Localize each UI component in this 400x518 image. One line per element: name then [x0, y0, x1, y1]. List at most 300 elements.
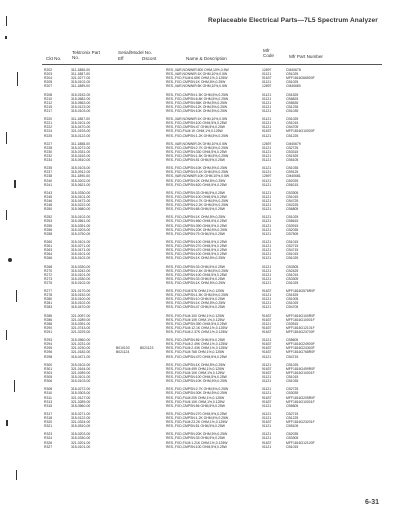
- mfr-code: 91637: [262, 370, 272, 375]
- circuit-number: R268: [44, 264, 53, 269]
- part-description: RES.,FXD,CMPSN:51 OHM,5%,0.25W: [166, 424, 225, 429]
- mfr-code: 91637: [262, 420, 272, 425]
- part-description: RES.,FXD,CMPSN:1K OHM,5%,0.25W: [166, 256, 226, 261]
- mfr-code: 01121: [262, 338, 272, 343]
- part-description: RES.,FXD,CMPSN:100 OHM,5%,0.25W: [166, 272, 227, 277]
- mfr-part-number: CB3315: [286, 149, 299, 154]
- mfr-part-number: MFF1816G24300F: [286, 346, 315, 351]
- circuit-number: R313: [44, 399, 53, 404]
- mfr-code: 01121: [262, 199, 272, 203]
- mfr-code: 01121: [262, 207, 272, 212]
- tektronix-part-number: 315-0101-00: [71, 239, 91, 244]
- margin-mark: [16, 470, 17, 480]
- tektronix-part-number: 315-0152-00: [71, 153, 91, 158]
- circuit-number: R320: [44, 420, 53, 425]
- mfr-part-number: CB3035: [286, 391, 299, 396]
- tektronix-part-number: 311-1889-00: [71, 84, 90, 89]
- part-description: RES.,FXD,FILM:10K OHM,1%,0.125W: [166, 370, 225, 375]
- tektronix-part-number: 315-0103-00: [71, 379, 91, 384]
- tektronix-part-number: 315-0101-00: [71, 121, 91, 126]
- tektronix-part-number: 321-0289-00: [71, 370, 91, 375]
- mfr-code: 91637: [262, 350, 272, 355]
- serial-dscont: B021123: [140, 346, 154, 351]
- mfr-part-number: CB1025: [286, 215, 299, 220]
- mfr-part-number: CB1525: [286, 293, 299, 298]
- mfr-code: 01121: [262, 227, 272, 232]
- parts-table: [0, 68, 400, 449]
- circuit-number: R217: [44, 108, 53, 113]
- tektronix-part-number: 315-0102-00: [71, 362, 91, 367]
- mfr-code: 01121: [262, 415, 272, 420]
- mfr-code: 01121: [262, 170, 272, 175]
- mfr-code: 01121: [262, 293, 272, 298]
- circuit-number: R252: [44, 215, 53, 220]
- mfr-part-number: CB6805: [286, 207, 299, 212]
- mfr-part-number: CB1525: [286, 92, 299, 97]
- mfr-code: 91637: [262, 366, 272, 371]
- part-description: RES.,FXD,CMPSN:10K OHM,5%,0.25W: [166, 166, 228, 171]
- circuit-number: R296: [44, 350, 53, 355]
- circuit-number: R204: [44, 76, 53, 81]
- tektronix-part-number: 315-0242-00: [71, 268, 91, 273]
- mfr-part-number: CB3915: [286, 321, 299, 326]
- part-description: RES.,FXD,CMPSN:1K OHM,5%,0.25W: [166, 215, 226, 220]
- circuit-number: R321: [44, 424, 53, 429]
- mfr-code: 01121: [262, 256, 272, 261]
- mfr-code: 01121: [262, 252, 272, 257]
- mfr-code: 91637: [262, 129, 272, 134]
- tektronix-part-number: 315-0122-00: [71, 133, 91, 138]
- circuit-number: R221: [44, 121, 53, 126]
- mfr-code: 01121: [262, 272, 272, 277]
- mfr-code: 01121: [262, 158, 272, 163]
- mfr-part-number: CB1025: [286, 301, 299, 306]
- circuit-number: R278: [44, 293, 53, 298]
- mfr-code: 01121: [262, 125, 272, 130]
- circuit-number: R237: [44, 170, 53, 175]
- mfr-code: 01121: [262, 149, 272, 154]
- mfr-code: 01121: [262, 297, 272, 302]
- part-description: RES.,VAR,NONWIR:1K OHM,10%,0.5W: [166, 72, 228, 77]
- tektronix-part-number: 321-0193-00: [71, 129, 91, 134]
- mfr-code: 01121: [262, 432, 272, 437]
- mfr-code: 01121: [262, 96, 272, 101]
- serial-eff: B010100: [116, 346, 130, 351]
- mfr-code: 91637: [262, 346, 272, 351]
- part-description: RES.,FXD,CMPSN:2.7K OHM,5%,0.25W: [166, 145, 229, 150]
- tektronix-part-number: 311-1887-00: [71, 72, 90, 77]
- mfr-code: 01121: [262, 72, 272, 77]
- part-description: RES.,FXD,CMPSN:1.2K OHM,5%,0.25W: [166, 415, 229, 420]
- mfr-part-number: CB5105: [286, 158, 299, 163]
- circuit-number: R258: [44, 231, 53, 236]
- circuit-number: R225: [44, 133, 53, 138]
- mfr-part-number: CB1025: [286, 256, 299, 261]
- part-description: RES.,VAR,NONWIR:1K OHM,10%,0.5W: [166, 117, 228, 122]
- part-description: RES.,FXD,CMPSN:9.1K OHM,5%,0.25W: [166, 170, 229, 175]
- mfr-part-number: CB5105: [286, 424, 299, 429]
- tektronix-part-number: 315-0330-00: [71, 276, 91, 281]
- part-description: RES.,FXD,CMPSN:390 OHM,5%,0.25W: [166, 223, 227, 228]
- circuit-number: R224: [44, 129, 53, 134]
- mfr-part-number: CB1025: [286, 117, 299, 122]
- circuit-number: R263: [44, 248, 53, 253]
- mfr-part-number: CB1035: [286, 166, 299, 171]
- part-description: RES.,FXD,CMPSN:33 OHM,5%,0.25W: [166, 190, 225, 195]
- mfr-part-number: MFF1816G12100F: [286, 440, 315, 445]
- part-description: RES.,FXD,CMPSN:1K OHM,5%,0.25W: [166, 280, 226, 285]
- mfr-part-number: CB4705: [286, 125, 299, 130]
- mfr-part-number: CB1025: [286, 280, 299, 285]
- circuit-number: R311: [44, 395, 52, 400]
- mfr-code: 01121: [262, 305, 272, 310]
- part-description: RES.,FXD,FILM:499 OHM,1%,0.125W: [166, 366, 225, 371]
- mfr-code: 01121: [262, 411, 272, 416]
- part-description: RES.,FXD,CMPSN:6.8K OHM,5%,0.25W: [166, 96, 229, 101]
- mfr-part-number: MFF1816G12101F: [286, 325, 315, 330]
- mfr-part-number: CB2725: [286, 387, 299, 392]
- mfr-code: 01121: [262, 403, 272, 408]
- mfr-code: 01121: [262, 268, 272, 273]
- part-description: RES.,FXD,CMPSN:33 OHM,5%,0.25W: [166, 276, 225, 281]
- tektronix-part-number: 315-0561-00: [71, 219, 91, 224]
- mfr-code: 01121: [262, 178, 272, 183]
- tektronix-part-number: 315-0202-00: [71, 178, 91, 183]
- margin-mark: [16, 290, 17, 302]
- tektronix-part-number: 315-0330-00: [71, 436, 91, 441]
- mfr-code: 01121: [262, 387, 272, 392]
- margin-mark: [6, 132, 7, 144]
- mfr-code: 91637: [262, 313, 272, 318]
- margin-mark: [17, 72, 18, 86]
- mfr-part-number: CB1015: [286, 272, 299, 277]
- part-description: RES.,FXD,FILM:12.1K OHM,1%,0.125W: [166, 325, 228, 330]
- mfr-part-number: CB3305: [286, 276, 299, 281]
- circuit-number: R234: [44, 158, 53, 163]
- circuit-number: R232: [44, 153, 53, 158]
- mfr-code: 01121: [262, 80, 272, 85]
- margin-mark: [14, 380, 15, 392]
- circuit-number: R290: [44, 325, 53, 330]
- mfr-part-number: CB5605: [286, 338, 299, 343]
- mfr-code: 01121: [262, 194, 272, 199]
- mfr-code: 01121: [262, 280, 272, 285]
- part-description: RES.,FXD,CMPSN:10 OHM,5%,0.25W: [166, 297, 225, 302]
- circuit-number: R243: [44, 190, 53, 195]
- mfr-part-number: CB3305: [286, 264, 299, 269]
- circuit-number: R208: [44, 92, 53, 97]
- mfr-part-number: CB1015: [286, 444, 299, 449]
- circuit-number: R272: [44, 272, 53, 277]
- circuit-number: R317: [44, 411, 53, 416]
- mfr-part-number: CB2715: [286, 411, 299, 416]
- circuit-number: R227: [44, 141, 53, 146]
- tektronix-part-number: 315-0391-00: [71, 321, 91, 326]
- mfr-code: 01121: [262, 92, 272, 97]
- circuit-number: R275: [44, 280, 53, 285]
- mfr-code: 91637: [262, 342, 272, 347]
- part-description: RES.,FXD,CMPSN:2.4K OHM,5%,0.25W: [166, 268, 229, 273]
- circuit-number: R266: [44, 256, 53, 261]
- mfr-code: 91637: [262, 317, 272, 322]
- part-description: RES.,FXD,FILM:1.21K OHM,1%,0.125W: [166, 440, 228, 445]
- part-description: RES.,FXD,CMPSN:270 OHM,5%,0.25W: [166, 244, 227, 249]
- tektronix-part-number: 315-0272-00: [71, 145, 91, 150]
- tektronix-part-number: 311-1887-00: [71, 117, 90, 122]
- tektronix-part-number: 311-1886-00: [71, 68, 90, 72]
- tektronix-part-number: 315-0101-00: [71, 252, 91, 257]
- mfr-code: 01121: [262, 375, 272, 380]
- mfr-part-number: CB1015: [286, 239, 299, 244]
- tektronix-part-number: 315-0101-00: [71, 194, 91, 199]
- tektronix-part-number: 321-0097-00: [71, 313, 91, 318]
- part-description: RES.,FXD,CMPSN:4.7K OHM,5%,0.25W: [166, 199, 229, 203]
- tektronix-part-number: 315-0560-00: [71, 338, 91, 343]
- mfr-part-number: CB5635: [286, 100, 299, 105]
- part-description: RES.,FXD,CMPSN:10K OHM,5%,0.25W: [166, 108, 228, 113]
- circuit-number: R241: [44, 182, 53, 187]
- mfr-code: 01121: [262, 117, 272, 122]
- circuit-number: R294: [44, 342, 53, 347]
- part-description: RES.,FXD,CMPSN:330 OHM,5%,0.25W: [166, 149, 227, 154]
- part-description: RES.,FXD,CMPSN:560 OHM,5%,0.25W: [166, 219, 227, 224]
- mfr-code: 01121: [262, 108, 272, 113]
- tektronix-part-number: 315-0203-00: [71, 432, 91, 437]
- part-description: RES.,FXD,CMPSN:1.5K OHM,5%,0.25W: [166, 92, 229, 97]
- circuit-number: R215: [44, 104, 53, 109]
- part-description: RES.,FXD,CMPSN:56 OHM,5%,0.25W: [166, 338, 225, 343]
- circuit-number: R298: [44, 354, 53, 359]
- mfr-code: 01121: [262, 190, 272, 195]
- tektronix-part-number: 321-0231-00: [71, 342, 91, 347]
- part-description: RES.,FXD,CMPSN:2K OHM,5%,0.25W: [166, 178, 226, 183]
- circuit-number: R238: [44, 174, 53, 179]
- mfr-part-number: MFF1816G10001F: [286, 399, 315, 404]
- tektronix-part-number: 321-0127-00: [71, 395, 91, 400]
- tektronix-part-number: 321-0324-00: [71, 420, 91, 425]
- mfr-part-number: CB1025: [286, 72, 299, 77]
- margin-mark: [6, 210, 7, 220]
- circuit-number: R240: [44, 178, 53, 183]
- part-description: RES.,FXD,CMPSN:51 OHM,5%,0.25W: [166, 158, 225, 163]
- part-description: RES.,FXD,FILM:205 OHM,1%,0.125W: [166, 395, 225, 400]
- part-description: RES.,VAR,NONWIR:5K OHM,10%,0.5W: [166, 84, 228, 89]
- mfr-part-number: MFF1816G10000F: [286, 129, 315, 134]
- mfr-part-number: MFF1816G576R0F: [286, 289, 316, 294]
- circuit-number: R281: [44, 301, 53, 306]
- tektronix-part-number: 315-0330-00: [71, 264, 91, 269]
- mfr-part-number: MFF1816G24900F: [286, 342, 315, 347]
- part-description: RES.,FXD,CMPSN:33 OHM,5%,0.25W: [166, 264, 225, 269]
- part-description: RES.,VAR,NONWIR:10K OHM,10%,0.5W: [166, 174, 230, 179]
- header-ckt-no: Ckt No.: [46, 56, 62, 61]
- part-description: RES.,FXD,CMPSN:1.5K OHM,5%,0.25W: [166, 153, 229, 158]
- circuit-number: R253: [44, 219, 53, 224]
- mfr-part-number: CM40680: [286, 84, 301, 89]
- part-description: RES.,FXD,CMPSN:20K OHM,5%,0.25W: [166, 432, 228, 437]
- circuit-number: R203: [44, 72, 53, 77]
- mfr-code: 01121: [262, 436, 272, 441]
- mfr-part-number: CB7505: [286, 231, 299, 236]
- margin-mark: [5, 36, 7, 39]
- margin-mark: [14, 180, 16, 188]
- circuit-number: R326: [44, 440, 53, 445]
- mfr-part-number: CB1005: [286, 297, 299, 302]
- header-mfr-code: Mfr Code: [263, 48, 274, 59]
- mfr-code: 01121: [262, 444, 272, 449]
- part-description: RES.,FXD,CMPSN:68 OHM,5%,0.25W: [166, 207, 225, 212]
- mfr-code: 91637: [262, 325, 272, 330]
- mfr-part-number: CB5615: [286, 219, 299, 224]
- mfr-code: 12697: [262, 141, 272, 146]
- header-name-description: Name & Description: [186, 56, 227, 61]
- part-description: RES.,FXD,FILM:10K OHM,1%,0.125W: [166, 317, 225, 322]
- mfr-part-number: CM40678: [286, 68, 301, 72]
- part-description: RES.,FXD,CMPSN:10K OHM,5%,0.25W: [166, 379, 228, 384]
- part-description: RES.,FXD,CMPSN:100 OHM,5%,0.25W: [166, 121, 227, 126]
- mfr-code: 01121: [262, 182, 272, 187]
- mfr-part-number: MFF1816G768R0F: [286, 350, 316, 355]
- mfr-part-number: MFF1816G66500F: [286, 76, 315, 81]
- part-description: RES.,FXD,CMPSN:390 OHM,5%,0.25W: [166, 321, 227, 326]
- mfr-part-number: MFF1816G23201F: [286, 420, 315, 425]
- tektronix-part-number: 315-0122-00: [71, 415, 91, 420]
- page-title: Replaceable Electrical Parts—7L5 Spectrum Analyzer: [208, 17, 378, 24]
- tektronix-part-number: 315-0271-00: [71, 244, 91, 249]
- header-serial-no: Serial/Model No.: [118, 50, 152, 55]
- circuit-number: R205: [44, 80, 53, 85]
- tektronix-part-number: 315-0471-00: [71, 248, 91, 253]
- mfr-code: 01121: [262, 244, 272, 249]
- circuit-number: R230: [44, 149, 53, 154]
- mfr-part-number: CB1015: [286, 121, 299, 126]
- part-description: RES.,FXD,CMPSN:470 OHM,5%,0.25W: [166, 248, 227, 253]
- tektronix-part-number: 315-0103-00: [71, 166, 91, 171]
- header-mfr-part-number: Mfr Part Number: [289, 54, 323, 59]
- mfr-part-number: MFF1816G10001F: [286, 370, 315, 375]
- mfr-code: 01121: [262, 379, 272, 384]
- tektronix-part-number: 321-0289-00: [71, 317, 91, 322]
- mfr-code: 01121: [262, 231, 272, 236]
- mfr-part-number: CB2025: [286, 178, 299, 183]
- mfr-code: 91637: [262, 440, 272, 445]
- tektronix-part-number: 315-0472-00: [71, 199, 91, 203]
- tektronix-part-number: 311-1890-00: [71, 174, 90, 179]
- part-description: RES.,FXD,CMPSN:2.7K OHM,5%,0.25W: [166, 387, 229, 392]
- tektronix-part-number: 321-0289-00: [71, 399, 91, 404]
- circuit-number: R202: [44, 68, 53, 72]
- tektronix-part-number: 315-0152-00: [71, 293, 91, 298]
- header-serial-dscont: Dscont: [142, 56, 157, 61]
- part-description: RES.,FXD,CMPSN:2.2K OHM,5%,0.25W: [166, 203, 229, 208]
- tektronix-part-number: 315-0680-00: [71, 207, 91, 212]
- part-description: RES.,FXD,FILM:10K OHM,1%,0.125W: [166, 399, 225, 404]
- mfr-part-number: CB1235: [286, 104, 299, 109]
- margin-mark: [6, 330, 7, 340]
- mfr-part-number: CB1015: [286, 194, 299, 199]
- circuit-number: R256: [44, 227, 53, 232]
- mfr-part-number: CB4715: [286, 248, 299, 253]
- circuit-number: R212: [44, 100, 53, 105]
- tektronix-part-number: 315-0391-00: [71, 223, 91, 228]
- part-description: RES.,FXD,FILM:768 OHM,1%,0.125W: [166, 350, 225, 355]
- circuit-number: R277: [44, 289, 53, 294]
- circuit-number: R306: [44, 379, 53, 384]
- mfr-part-number: CB4715: [286, 354, 299, 359]
- circuit-number: R280: [44, 297, 53, 302]
- circuit-number: R246: [44, 199, 53, 203]
- mfr-part-number: CB1035: [286, 108, 299, 113]
- mfr-part-number: CB4705: [286, 305, 299, 310]
- circuit-number: R210: [44, 96, 53, 101]
- part-description: RES.,FXD,FILM:6.65K OHM,1%,0.125W: [166, 76, 228, 81]
- tektronix-part-number: 321-0201-00: [71, 440, 91, 445]
- tektronix-part-number: 315-0101-00: [71, 444, 91, 449]
- tektronix-part-number: 315-0123-00: [71, 104, 91, 109]
- part-description: RES.,FXD,CMPSN:100 OHM,5%,0.25W: [166, 252, 227, 257]
- mfr-code: 01121: [262, 424, 272, 429]
- mfr-part-number: CB2035: [286, 227, 299, 232]
- tektronix-part-number: 315-0102-00: [71, 80, 91, 85]
- tektronix-part-number: 321-0170-00: [71, 289, 91, 294]
- margin-mark: [6, 420, 8, 426]
- circuit-number: R261: [44, 244, 53, 249]
- mfr-part-number: CB1035: [286, 379, 299, 384]
- mfr-code: 01121: [262, 166, 272, 171]
- part-description: RES.,FXD,FILM:2.37K OHM,1%,0.125W: [166, 330, 228, 334]
- part-description: RES.,FXD,CMPSN:100 OHM,5%,0.25W: [166, 239, 227, 244]
- tektronix-part-number: 315-0303-00: [71, 391, 91, 396]
- mfr-code: 01121: [262, 133, 272, 138]
- mfr-part-number: CB1225: [286, 133, 299, 138]
- part-description: RES.,FXD,CMPSN:33 OHM,5%,0.25W: [166, 436, 225, 441]
- part-description: RES.,FXD,CMPSN:30K OHM,5%,0.25W: [166, 391, 228, 396]
- mfr-code: 01121: [262, 100, 272, 105]
- circuit-number: R245: [44, 194, 53, 199]
- circuit-number: R308: [44, 387, 53, 392]
- mfr-code: 91637: [262, 395, 272, 400]
- part-description: RES.,FXD,FILM:100 OHM,1%,0.125W: [166, 313, 225, 318]
- mfr-part-number: CB2035: [286, 432, 299, 437]
- mfr-part-number: CM40681: [286, 174, 301, 179]
- mfr-code: 01121: [262, 203, 272, 208]
- tektronix-part-number: 315-0103-00: [71, 108, 91, 113]
- circuit-number: R222: [44, 125, 53, 130]
- circuit-number: R291: [44, 330, 53, 334]
- part-description: RES.,FXD,CMPSN:20K OHM,5%,0.25W: [166, 227, 228, 232]
- part-description: RES.,FXD,CMPSN:470 OHM,5%,0.25W: [166, 354, 227, 359]
- tektronix-part-number: 315-0471-00: [71, 354, 91, 359]
- circuit-number: R255: [44, 223, 53, 228]
- mfr-part-number: CB3915: [286, 223, 299, 228]
- tektronix-part-number: 315-0470-00: [71, 305, 91, 310]
- mfr-code: 01121: [262, 215, 272, 220]
- circuit-number: R286: [44, 317, 53, 322]
- tektronix-part-number: 315-0682-00: [71, 96, 91, 101]
- circuit-number: R324: [44, 436, 53, 441]
- part-description: RES.,FXD,CMPSN:75 OHM,5%,0.25W: [166, 231, 225, 236]
- mfr-part-number: CB1225: [286, 415, 299, 420]
- circuit-number: R207: [44, 84, 53, 89]
- mfr-part-number: CB1015: [286, 252, 299, 257]
- mfr-code: 01121: [262, 321, 272, 326]
- mfr-part-number: CB2715: [286, 244, 299, 249]
- part-description: RES.,FXD,CMPSN:1K OHM,5%,0.25W: [166, 362, 226, 367]
- mfr-code: 01121: [262, 104, 272, 109]
- page-number: 6-31: [365, 499, 380, 506]
- circuit-number: R248: [44, 203, 53, 208]
- mfr-part-number: CM40679: [286, 141, 301, 146]
